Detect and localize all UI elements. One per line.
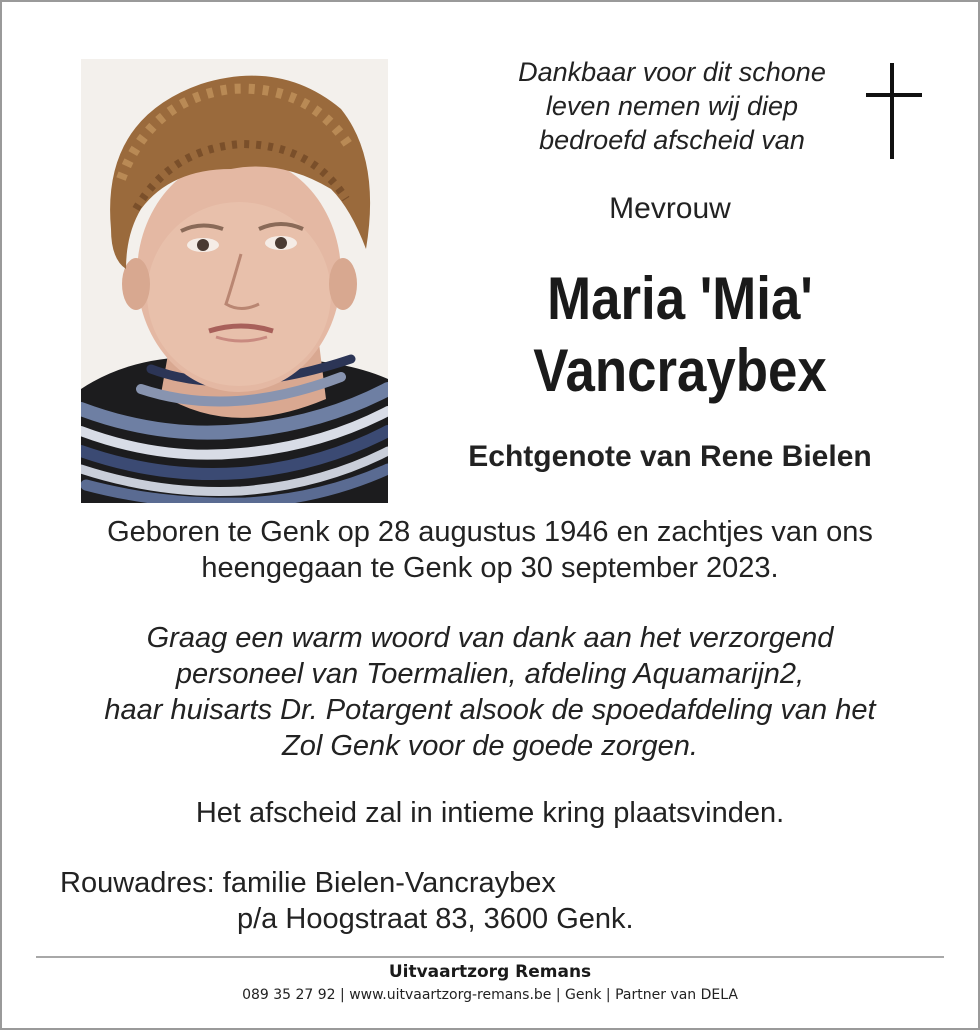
thanks-line: haar huisarts Dr. Potargent alsook de spoedafdeling van het: [104, 694, 876, 726]
birth-line: heengegaan te Genk op 30 september 2023.: [201, 552, 779, 584]
deceased-name: [478, 263, 883, 407]
portrait-photo: [81, 59, 388, 503]
intro-line: bedroefd afscheid van: [539, 125, 805, 155]
birth-death-text: [40, 514, 940, 586]
spouse-line: Echtgenote van Rene Bielen: [468, 440, 872, 473]
footer-divider: [36, 956, 944, 958]
thanks-text: [40, 620, 940, 764]
name-line-last: Vancraybex: [533, 337, 827, 404]
honorific: Mevrouw: [609, 192, 731, 225]
birth-line: Geboren te Genk op 28 augustus 1946 en zachtjes van ons: [107, 516, 873, 548]
thanks-line: Graag een warm woord van dank aan het verzorgend: [146, 622, 834, 654]
thanks-line: personeel van Toermalien, afdeling Aquamarijn2,: [175, 658, 805, 690]
thanks-line: Zol Genk voor de goede zorgen.: [282, 730, 698, 762]
farewell-text: Het afscheid zal in intieme kring plaatsvinden.: [195, 797, 785, 829]
intro-line: leven nemen wij diep: [545, 91, 799, 121]
funeral-home-name: Uitvaartzorg Remans: [388, 962, 592, 982]
cross-icon: [866, 63, 922, 159]
mourning-address-label: Rouwadres: familie Bielen-Vancraybex: [60, 867, 556, 899]
mourning-address-street: p/a Hoogstraat 83, 3600 Genk.: [237, 903, 634, 935]
name-line-first: Maria 'Mia': [547, 265, 813, 332]
portrait-illustration: [81, 59, 388, 503]
funeral-home-contact: 089 35 27 92 | www.uitvaartzorg-remans.be | Genk | Partner van DELA: [242, 987, 738, 1003]
intro-line: Dankbaar voor dit schone: [518, 57, 826, 87]
intro-text: [452, 55, 892, 157]
